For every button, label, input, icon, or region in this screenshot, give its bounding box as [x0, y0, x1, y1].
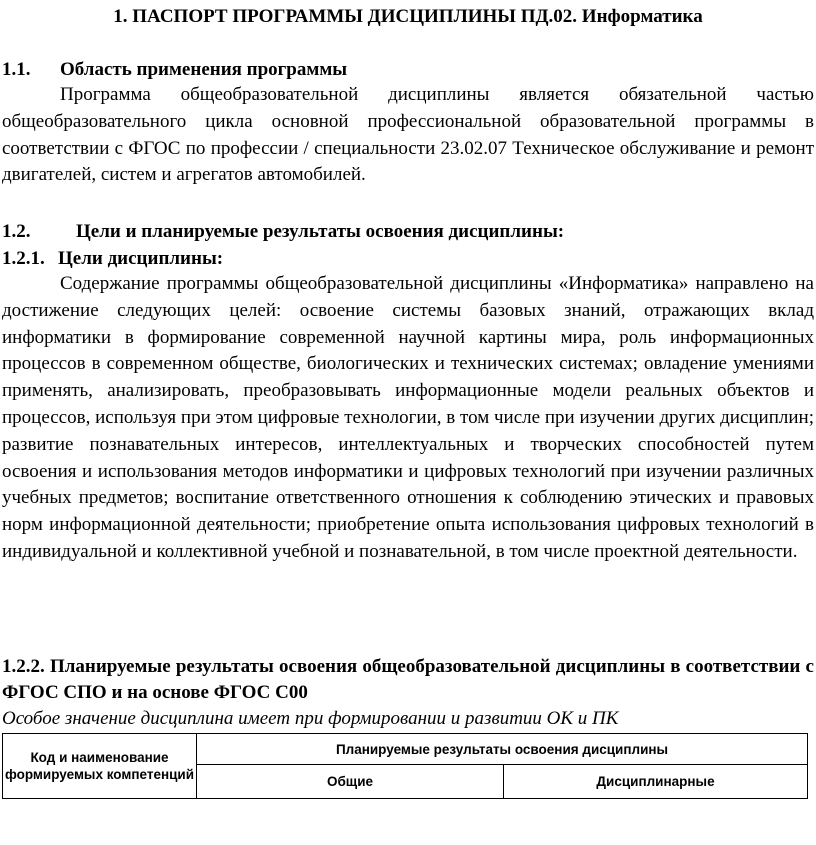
disciplinary-results-header-cell: Дисциплинарные	[504, 765, 808, 799]
document-title: 1. ПАСПОРТ ПРОГРАММЫ ДИСЦИПЛИНЫ ПД.02. Информатика	[113, 6, 703, 27]
section-1-2-heading	[2, 220, 564, 244]
planned-results-header-cell: Планируемые результаты освоения дисциплины	[197, 734, 808, 765]
section-1-1-title: Область применения программы	[60, 59, 348, 80]
section-1-1-heading	[2, 58, 347, 82]
section-1-2-2-note: Особое значение дисциплина имеет при формировании и развитии ОК и ПК	[2, 708, 619, 729]
section-1-1-text: Программа общеобразовательной дисциплины является обязательной частью общеобразовательного цикла основной профессиональной образовательной программы в соответствии с ФГОС по профессии / специальности 23.02.07 Техническое обслуживание и ремонт двигателей, систем и агрегатов автомобилей.	[2, 84, 814, 186]
section-1-1-number: 1.1.	[2, 59, 31, 80]
section-1-2-title: Цели и планируемые результаты освоения дисциплины:	[76, 221, 565, 242]
section-1-2-1-number: 1.2.1.	[2, 248, 45, 269]
section-1-2-2-heading: 1.2.2. Планируемые результаты освоения общеобразовательной дисциплины в соответствии с ФГОС СПО и на основе ФГОС С00	[2, 656, 814, 703]
section-1-2-1-paragraph	[2, 271, 814, 566]
competencies-table	[2, 733, 808, 799]
section-1-2-1-text: Содержание программы общеобразовательной дисциплины «Информатика» направлено на достижение следующих целей: освоение системы базовых знаний, отражающих вклад информатики в формирование современной научной картины мира, роль информационных процессов в современном обществе, биологических и технических системах; овладение умениями применять, анализировать, преобразовывать информационные модели реальных объектов и процессов, используя при этом цифровые технологии, в том числе при изучении других дисциплин; развитие познавательных интересов, интеллектуальных и творческих способностей путем освоения и использования методов информатики и цифровых технологий при изучении различных учебных предметов; воспитание ответственного отношения к соблюдению этических и правовых норм информационной деятельности; приобретение опыта использования цифровых технологий в индивидуальной и коллективной учебной и познавательной, в том числе проектной деятельности.	[2, 273, 814, 562]
section-1-1-paragraph	[2, 82, 814, 189]
section-1-2-1-heading	[2, 247, 223, 271]
section-1-2-1-title: Цели дисциплины:	[58, 248, 224, 269]
general-results-header-cell: Общие	[197, 765, 504, 799]
section-1-2-number: 1.2.	[2, 221, 31, 242]
competencies-header-cell: Код и наименование формируемых компетенций	[3, 734, 197, 799]
